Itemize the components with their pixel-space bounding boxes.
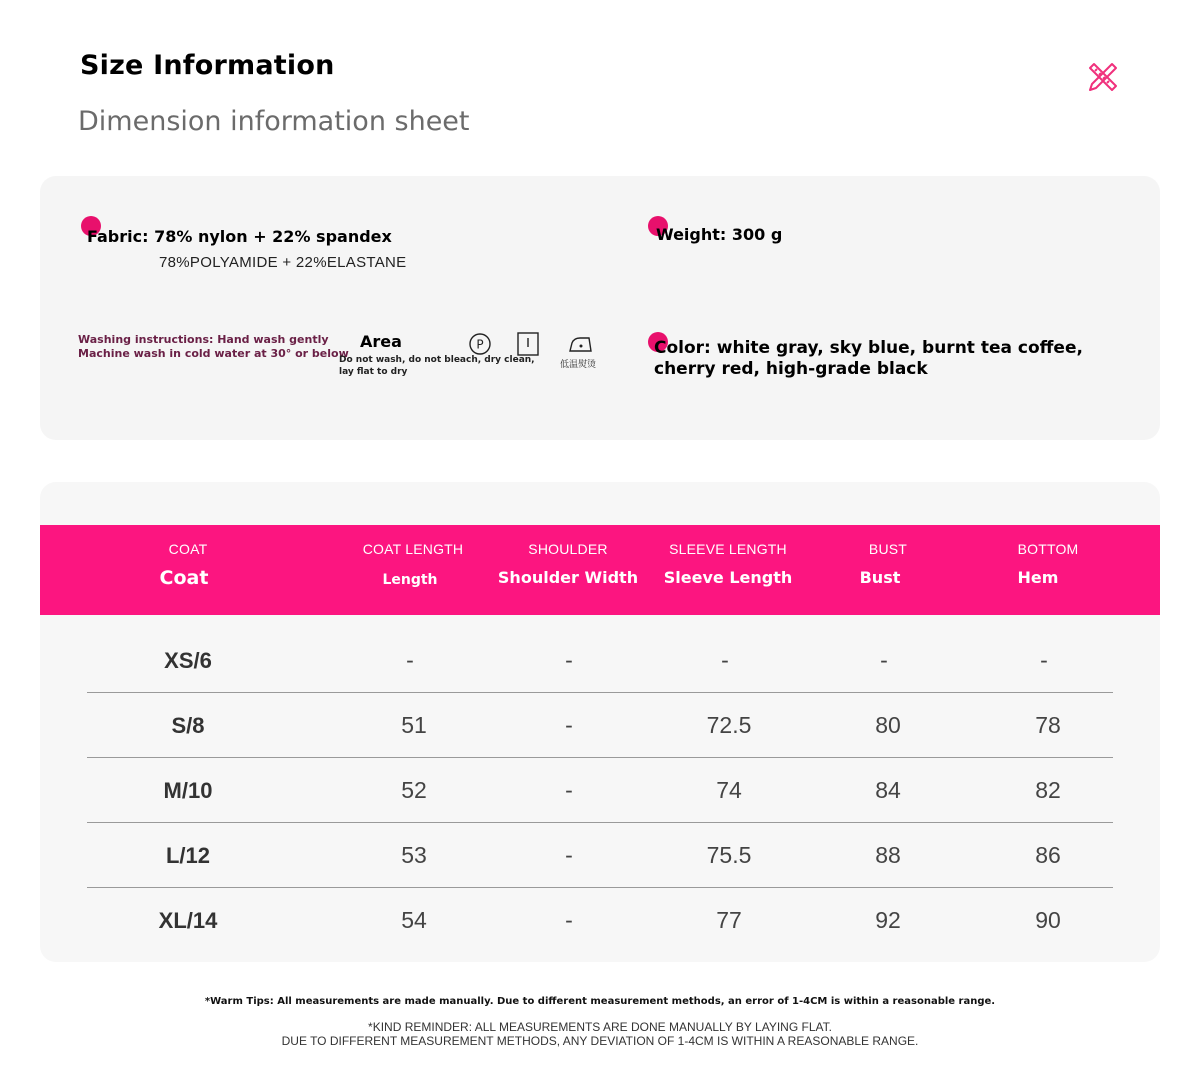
size-cell: L/12 bbox=[165, 843, 211, 868]
page-subtitle: Dimension information sheet bbox=[78, 106, 470, 137]
size-cell: XS/6 bbox=[164, 648, 212, 673]
length-cell: 52 bbox=[401, 777, 427, 803]
fabric-english: 78%POLYAMIDE + 22%ELASTANE bbox=[159, 254, 407, 271]
length-cell: - bbox=[406, 647, 414, 673]
size-cell: XL/14 bbox=[158, 908, 218, 933]
hem-cell: 86 bbox=[1035, 842, 1061, 868]
washing-instructions: Washing instructions: Hand wash gently Machine wash in cold water at 30° or below bbox=[78, 333, 349, 360]
shoulder-cell: - bbox=[565, 907, 573, 933]
bust-cell: 88 bbox=[875, 842, 901, 868]
bust-cell: - bbox=[880, 647, 888, 673]
kind-reminder: *KIND REMINDER: ALL MEASUREMENTS ARE DONE MANUALLY BY LAYING FLAT. DUE TO DIFFERENT MEASUREMENT METHODS, ANY DEVIATION OF 1-4CM IS WITHIN A REASONABLE RANGE. bbox=[281, 1020, 919, 1048]
bust-cell: 84 bbox=[875, 777, 901, 803]
svg-text:P: P bbox=[476, 337, 484, 352]
hem-cell: 78 bbox=[1035, 712, 1061, 738]
shoulder-cell: - bbox=[565, 777, 573, 803]
table-row bbox=[40, 628, 1160, 693]
fabric-text: Fabric: 78% nylon + 22% spandex bbox=[87, 227, 392, 246]
length-cell: 51 bbox=[401, 712, 427, 738]
page-title: Size Information bbox=[80, 50, 335, 81]
size-cell: S/8 bbox=[171, 713, 205, 738]
bust-cell: 92 bbox=[875, 907, 901, 933]
table-row bbox=[40, 693, 1160, 758]
size-cell: M/10 bbox=[163, 778, 213, 803]
table-row bbox=[40, 758, 1160, 823]
sleeve-cell: 77 bbox=[716, 907, 742, 933]
line-dry-icon bbox=[516, 331, 540, 357]
hem-cell: 90 bbox=[1035, 907, 1061, 933]
size-table bbox=[40, 482, 1160, 962]
area-label: Area bbox=[360, 332, 402, 351]
sleeve-cell: - bbox=[721, 647, 729, 673]
table-row bbox=[40, 888, 1160, 953]
product-info-panel bbox=[40, 176, 1160, 440]
length-cell: 53 bbox=[401, 842, 427, 868]
sleeve-cell: 75.5 bbox=[706, 842, 752, 868]
hem-cell: 82 bbox=[1035, 777, 1061, 803]
bust-cell: 80 bbox=[875, 712, 901, 738]
dry-clean-p-icon bbox=[468, 332, 492, 356]
low-iron-icon bbox=[567, 332, 595, 354]
warm-tip: *Warm Tips: All measurements are made manually. Due to different measurement methods, an error of 1-4CM is within a reasonable range. bbox=[204, 996, 996, 1007]
table-header: COAT Coat COAT LENGTH Length SHOULDER Shoulder Width SLEEVE LENGTH Sleeve Length BUST Bust BOTTOM Hem bbox=[40, 525, 1160, 615]
care-note: Do not wash, do not bleach, dry clean, lay flat to dry bbox=[339, 355, 535, 377]
shoulder-cell: - bbox=[565, 842, 573, 868]
iron-caption: 低温熨烫 bbox=[560, 360, 597, 370]
weight-text: Weight: 300 g bbox=[656, 225, 783, 244]
sleeve-cell: 72.5 bbox=[706, 712, 752, 738]
ruler-pencil-icon bbox=[1084, 58, 1122, 96]
shoulder-cell: - bbox=[565, 712, 573, 738]
color-text: Color: white gray, sky blue, burnt tea coffee, cherry red, high-grade black bbox=[654, 338, 1083, 379]
table-row bbox=[40, 823, 1160, 888]
shoulder-cell: - bbox=[565, 647, 573, 673]
hem-cell: - bbox=[1040, 647, 1048, 673]
length-cell: 54 bbox=[401, 907, 427, 933]
sleeve-cell: 74 bbox=[716, 777, 742, 803]
